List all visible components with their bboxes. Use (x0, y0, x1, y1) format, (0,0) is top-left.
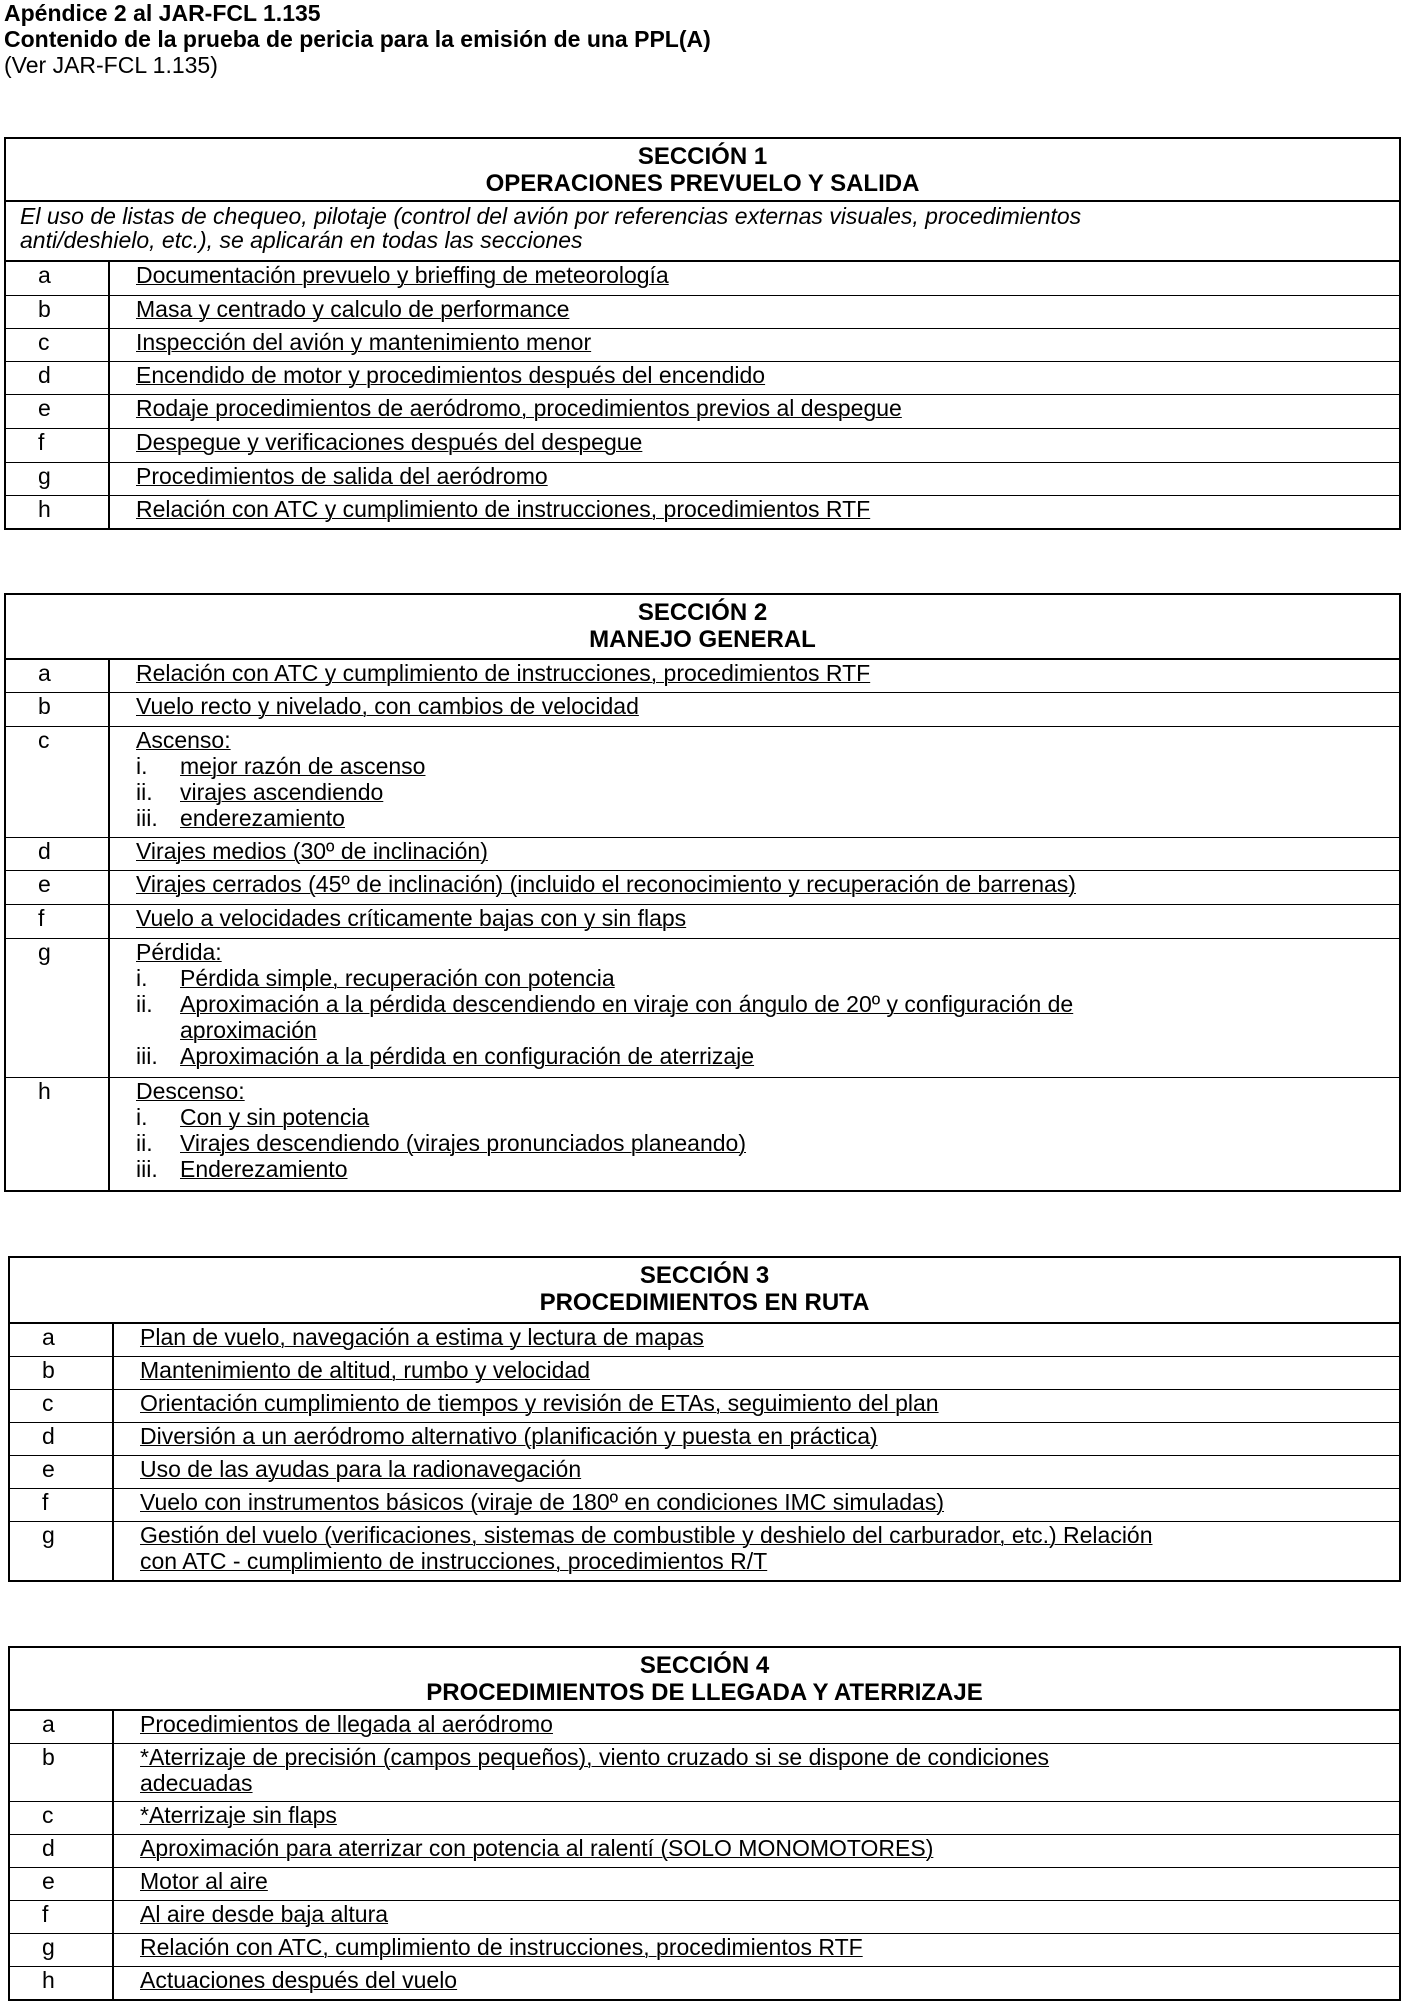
item-letter: e (6, 871, 110, 904)
section-note (6, 202, 1399, 262)
item-letter: b (10, 1744, 114, 1801)
item-text (110, 939, 1399, 1077)
item-text: *Aterrizaje sin flaps (140, 1802, 337, 1828)
item-heading: Pérdida: (136, 939, 222, 965)
item-text: Procedimientos de llegada al aeródromo (140, 1711, 553, 1737)
table-row (6, 329, 1399, 362)
sub-item-text: Pérdida simple, recuperación con potencia (180, 965, 615, 991)
table-row (6, 496, 1399, 528)
sub-item-continuation: aproximación (180, 1017, 317, 1043)
roman-numeral: ii. (136, 991, 153, 1017)
item-text: Virajes cerrados (45º de inclinación) (incluido el reconocimiento y recuperación de barrenas) (136, 871, 1076, 897)
item-letter: e (6, 395, 110, 428)
roman-numeral: i. (136, 753, 148, 779)
roman-numeral: iii. (136, 805, 158, 831)
sub-item (136, 805, 1391, 831)
table-row (6, 871, 1399, 905)
table-row (6, 429, 1399, 463)
section-title: SECCIÓN 2 (637, 599, 768, 626)
item-letter: a (10, 1711, 114, 1743)
table-row (10, 1967, 1399, 1999)
item-letter: g (10, 1934, 114, 1966)
roman-numeral: iii. (136, 1043, 158, 1069)
item-text-line: adecuadas (140, 1770, 253, 1796)
item-letter: f (10, 1489, 114, 1521)
item-text: Despegue y verificaciones después del despegue (136, 429, 643, 455)
item-letter: c (10, 1390, 114, 1422)
table-row (6, 395, 1399, 429)
sub-item-text: Enderezamiento (180, 1156, 348, 1182)
item-text: Diversión a un aeródromo alternativo (planificación y puesta en práctica) (140, 1423, 878, 1449)
item-text-line: Gestión del vuelo (verificaciones, sistemas de combustible y deshielo del carburador, etc.) Relación (140, 1522, 1153, 1548)
item-text: Relación con ATC y cumplimiento de instrucciones, procedimientos RTF (136, 496, 871, 522)
item-letter: a (10, 1324, 114, 1356)
table-row (10, 1423, 1399, 1456)
roman-numeral: ii. (136, 1130, 153, 1156)
item-letter: e (10, 1456, 114, 1488)
section-subtitle: OPERACIONES PREVUELO Y SALIDA (485, 170, 920, 197)
roman-numeral: iii. (136, 1156, 158, 1182)
item-letter: a (6, 660, 110, 692)
section-4-table (8, 1646, 1401, 2001)
item-letter: b (6, 296, 110, 328)
item-letter: d (6, 362, 110, 394)
item-text: Motor al aire (140, 1868, 268, 1894)
document-title: Contenido de la prueba de pericia para la emisión de una PPL(A) (4, 26, 711, 52)
table-row (10, 1357, 1399, 1390)
item-letter: f (6, 429, 110, 462)
item-text: Inspección del avión y mantenimiento menor (136, 329, 592, 355)
section-subtitle: PROCEDIMIENTOS EN RUTA (539, 1289, 870, 1316)
table-row (6, 905, 1399, 939)
roman-numeral: i. (136, 1104, 148, 1130)
item-heading: Ascenso: (136, 727, 231, 753)
table-row (6, 838, 1399, 871)
item-letter: h (6, 496, 110, 528)
item-text: Vuelo a velocidades críticamente bajas con y sin flaps (136, 905, 687, 931)
table-row (6, 262, 1399, 296)
item-text: Procedimientos de salida del aeródromo (136, 463, 548, 489)
table-row (10, 1390, 1399, 1423)
table-row (10, 1802, 1399, 1835)
item-letter: c (10, 1802, 114, 1834)
item-text: Virajes medios (30º de inclinación) (136, 838, 488, 864)
sub-item (136, 1104, 1391, 1130)
note-line: anti/deshielo, etc.), se aplicarán en todas las secciones (20, 227, 583, 253)
item-text (110, 1078, 1399, 1190)
item-letter: h (6, 1078, 110, 1190)
item-text: Rodaje procedimientos de aeródromo, procedimientos previos al despegue (136, 395, 902, 421)
sub-item-text: virajes ascendiendo (180, 779, 384, 805)
item-text: Uso de las ayudas para la radionavegación (140, 1456, 582, 1482)
item-letter: c (6, 727, 110, 837)
item-letter: e (10, 1868, 114, 1900)
item-letter: a (6, 262, 110, 295)
table-row (10, 1711, 1399, 1744)
sub-item (136, 779, 1391, 805)
sub-item-text: Aproximación a la pérdida descendiendo en viraje con ángulo de 20º y configuración de (180, 991, 1074, 1017)
section-header (6, 595, 1399, 660)
item-text: Aproximación para aterrizar con potencia al ralentí (SOLO MONOMOTORES) (140, 1835, 934, 1861)
item-letter: g (6, 463, 110, 495)
item-text: Mantenimiento de altitud, rumbo y velocidad (140, 1357, 591, 1383)
table-row (10, 1868, 1399, 1901)
sub-item (136, 753, 1391, 779)
sub-item-text: enderezamiento (180, 805, 345, 831)
item-text: Orientación cumplimiento de tiempos y revisión de ETAs, seguimiento del plan (140, 1390, 939, 1416)
sub-item-text: Aproximación a la pérdida en configuración de aterrizaje (180, 1043, 755, 1069)
section-title: SECCIÓN 3 (639, 1262, 770, 1289)
item-text: Actuaciones después del vuelo (140, 1967, 458, 1993)
table-row (6, 727, 1399, 838)
item-text: Relación con ATC, cumplimiento de instrucciones, procedimientos RTF (140, 1934, 863, 1960)
reference-note: (Ver JAR-FCL 1.135) (4, 52, 218, 78)
item-text (114, 1522, 1399, 1580)
section-title: SECCIÓN 1 (637, 143, 768, 170)
item-letter: f (10, 1901, 114, 1933)
sub-item (136, 1043, 1391, 1069)
sub-item-text: mejor razón de ascenso (180, 753, 426, 779)
sub-item (136, 1156, 1391, 1182)
item-heading: Descenso: (136, 1078, 245, 1104)
table-row (10, 1456, 1399, 1489)
document-header (4, 0, 711, 78)
item-letter: c (6, 329, 110, 361)
sub-item (136, 991, 1391, 1017)
table-row (10, 1901, 1399, 1934)
table-row (10, 1744, 1399, 1802)
section-subtitle: PROCEDIMIENTOS DE LLEGADA Y ATERRIZAJE (426, 1679, 983, 1706)
table-row (10, 1324, 1399, 1357)
table-row (6, 693, 1399, 727)
sub-item-text: Virajes descendiendo (virajes pronunciados planeando) (180, 1130, 747, 1156)
item-letter: g (10, 1522, 114, 1580)
section-title: SECCIÓN 4 (639, 1652, 770, 1679)
table-row (10, 1835, 1399, 1868)
item-letter: d (10, 1835, 114, 1867)
sub-item (136, 1130, 1391, 1156)
table-row (6, 939, 1399, 1078)
item-text (110, 727, 1399, 837)
table-row (6, 463, 1399, 496)
item-letter: b (10, 1357, 114, 1389)
table-row (10, 1489, 1399, 1522)
table-row (10, 1934, 1399, 1967)
section-subtitle: MANEJO GENERAL (589, 626, 816, 653)
item-text: Plan de vuelo, navegación a estima y lectura de mapas (140, 1324, 704, 1350)
section-1-table (4, 137, 1401, 530)
item-text (114, 1744, 1399, 1801)
table-row (6, 660, 1399, 693)
appendix-title: Apéndice 2 al JAR-FCL 1.135 (4, 0, 321, 26)
item-letter: b (6, 693, 110, 726)
item-letter: d (6, 838, 110, 870)
section-header (10, 1648, 1399, 1711)
item-text: Masa y centrado y calculo de performance (136, 296, 570, 322)
item-text: Relación con ATC y cumplimiento de instrucciones, procedimientos RTF (136, 660, 871, 686)
table-row (10, 1522, 1399, 1580)
sub-item (136, 965, 1391, 991)
table-row (6, 362, 1399, 395)
roman-numeral: ii. (136, 779, 153, 805)
item-text: Documentación prevuelo y brieffing de meteorología (136, 262, 669, 288)
item-letter: d (10, 1423, 114, 1455)
item-text-line: *Aterrizaje de precisión (campos pequeños), viento cruzado si se dispone de condiciones (140, 1744, 1050, 1770)
item-letter: g (6, 939, 110, 1077)
item-text: Al aire desde baja altura (140, 1901, 389, 1927)
section-header (6, 139, 1399, 202)
table-row (6, 296, 1399, 329)
item-letter: h (10, 1967, 114, 1999)
table-row (6, 1078, 1399, 1190)
section-3-table (8, 1256, 1401, 1582)
roman-numeral: i. (136, 965, 148, 991)
item-letter: f (6, 905, 110, 938)
item-text: Encendido de motor y procedimientos después del encendido (136, 362, 766, 388)
item-text: Vuelo recto y nivelado, con cambios de velocidad (136, 693, 639, 719)
item-text: Vuelo con instrumentos básicos (viraje de 180º en condiciones IMC simuladas) (140, 1489, 945, 1515)
section-header (10, 1258, 1399, 1324)
item-text-line: con ATC - cumplimiento de instrucciones, procedimientos R/T (140, 1548, 768, 1574)
section-2-table (4, 593, 1401, 1192)
note-line: El uso de listas de chequeo, pilotaje (control del avión por referencias externas visuales, procedimientos (20, 203, 1082, 229)
sub-item-text: Con y sin potencia (180, 1104, 370, 1130)
